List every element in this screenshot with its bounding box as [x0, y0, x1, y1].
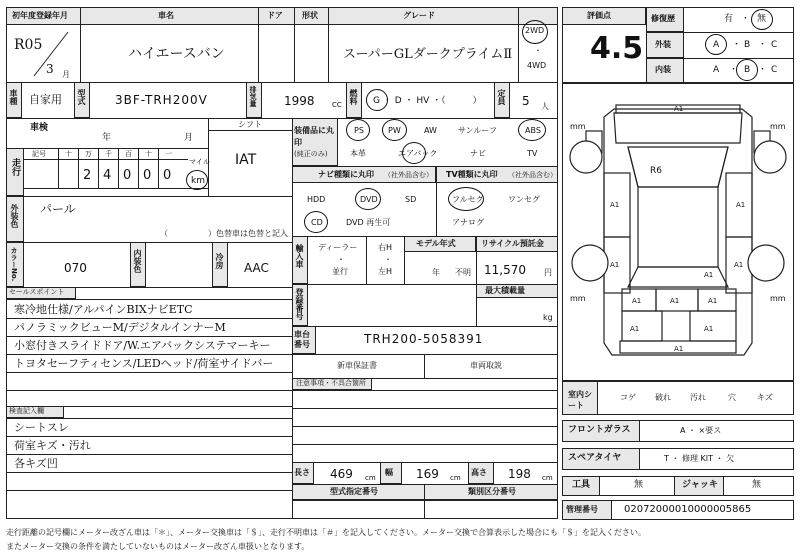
mark-rear-a: A1 — [632, 297, 642, 305]
navi-cd: CD — [311, 218, 323, 227]
car-diagram — [562, 83, 794, 381]
roof — [638, 187, 718, 267]
exterior-b: B — [744, 40, 751, 50]
tv-oneseg: ワンセグ — [508, 195, 540, 204]
mark-roof: A1 — [704, 271, 714, 279]
type-designation-label: 型式指定番号 — [330, 487, 378, 496]
inspector-note-2: 荷室キズ・汚れ — [14, 439, 91, 452]
tools-value: 無 — [634, 480, 644, 490]
exterior-label: 外装 — [655, 40, 671, 49]
jack-label: ジャッキ — [682, 480, 718, 490]
selling-point-1: 寒冷地仕様/アルパインBIXナビETC — [14, 303, 193, 316]
mm-rear-left: mm — [570, 294, 586, 303]
navi-hdd: HDD — [307, 195, 326, 204]
drive-dot: ・ — [534, 46, 542, 55]
inspector-note-1: シートスレ — [14, 421, 69, 434]
odometer-divider — [158, 148, 159, 188]
tv-sublabel: （社外品含む） — [508, 171, 557, 179]
seat-burn: コゲ — [620, 393, 636, 402]
tv-label: TV種類に丸印 — [446, 170, 498, 179]
color-note: （ ）色替車は色替と記入 — [160, 229, 288, 238]
odometer-unit-label: 十 — [65, 150, 72, 158]
tv-fullseg: フルセグ — [452, 195, 484, 204]
inspection-label: 車検 — [30, 123, 49, 133]
windshield-label: フロントガラス — [568, 425, 631, 435]
width-unit: cm — [450, 474, 461, 482]
navi-sd: SD — [405, 195, 417, 204]
displacement-label: 排気量 — [249, 86, 257, 107]
import-label: 輸入車 — [295, 244, 304, 268]
mark-left-mid: A1 — [610, 261, 620, 269]
registration-year: R05 — [14, 37, 43, 53]
equip-pw-circle — [382, 119, 407, 141]
capacity-label: 定員 — [497, 89, 506, 105]
model-year-unknown: 不明 — [455, 268, 471, 277]
vehicle-manual: 車両取説 — [470, 361, 502, 370]
notes-label: 注意事項・不具合箇所 — [296, 379, 366, 387]
color-no-value: 070 — [64, 261, 87, 275]
navi-dvd: DVD — [360, 195, 378, 204]
equip-pw: PW — [388, 126, 401, 135]
length-label: 長さ — [294, 468, 310, 477]
navi-label: ナビ種類に丸印 — [318, 170, 374, 179]
fuel-label: 燃料 — [349, 89, 358, 105]
navi-dvd-circle — [355, 188, 381, 210]
mark-right-rear: A1 — [704, 325, 714, 333]
windshield-value: A ・ ×要ス — [680, 426, 722, 435]
odometer-divider — [118, 148, 119, 188]
mark-right-mid: A1 — [734, 261, 744, 269]
chassis-label: 車台番号 — [294, 330, 310, 349]
management-value: 02072000010000005865 — [624, 504, 752, 515]
exterior-c: C — [771, 40, 778, 50]
rear-lower-left — [622, 311, 662, 341]
model-year-year: 年 — [432, 268, 440, 277]
equip-abs-circle — [518, 119, 546, 141]
windshield — [628, 147, 728, 187]
inspection-year: 年 — [102, 133, 112, 143]
grade-label: グレード — [403, 11, 435, 20]
repair-label: 修復歴 — [651, 14, 675, 23]
equip-airbag: エアバック — [398, 149, 438, 158]
car-name: ハイエースバン — [128, 46, 225, 62]
color-no-label: カラーNo. — [10, 247, 18, 282]
interior-label: 内装 — [655, 65, 671, 74]
mark-rear-bumper: A1 — [674, 345, 684, 353]
ac-value: AAC — [244, 261, 269, 275]
interior-b-circle — [736, 59, 758, 81]
odometer-divider — [78, 148, 79, 188]
wheel-rear-left — [572, 245, 608, 281]
seat-scratch: キズ — [757, 393, 773, 402]
score-label: 評価点 — [587, 11, 611, 20]
km-label: km — [191, 176, 205, 186]
odometer-divider — [98, 148, 99, 188]
odometer-unit-label: 万 — [85, 150, 92, 158]
selling-point-3: 小窓付きスライドドア/W.エアバックシステマーキー — [14, 339, 271, 352]
equip-sunroof: サンルーフ — [458, 126, 497, 135]
navi-cd-circle — [304, 211, 328, 233]
odometer-digit: 0 — [163, 168, 172, 183]
mark-rear-b: A1 — [670, 297, 680, 305]
mile-label: マイル — [189, 158, 210, 166]
mark-windshield: R6 — [650, 166, 662, 176]
grade-value: スーパーGLダークプライムⅡ — [343, 47, 513, 62]
wheel-front-left — [570, 141, 602, 173]
navi-dvd-play: DVD 再生可 — [346, 218, 391, 227]
repair-dot: ・ — [741, 14, 751, 24]
mark-front-bumper: A1 — [674, 105, 684, 113]
interior-c: C — [771, 65, 778, 75]
registration-month: 3 — [46, 62, 54, 76]
interior-dot: ・ — [729, 65, 739, 75]
registration-label: 登録番号 — [295, 288, 304, 320]
tv-analog: アナログ — [452, 218, 484, 227]
chassis-value: TRH200-5058391 — [364, 332, 484, 346]
seat-hole: 穴 — [728, 393, 736, 402]
odometer-divider — [138, 148, 139, 188]
recycle-value: 11,570 — [484, 263, 526, 277]
width-label: 幅 — [385, 468, 393, 477]
repair-no: 無 — [757, 14, 767, 24]
management-label: 管理番号 — [566, 505, 598, 514]
usage-value: 自家用 — [29, 93, 62, 106]
drive-2wd-circle — [522, 20, 548, 44]
max-load-kg: kg — [543, 313, 553, 322]
length-value: 469 — [330, 467, 353, 481]
month-unit: 月 — [62, 70, 70, 79]
selling-point-2: パノラミックビューM/デジタルインナーM — [14, 321, 226, 334]
equipment-label: 装備品に丸印 — [294, 126, 334, 147]
selling-points-label: セールスポイント — [9, 288, 65, 296]
inspector-notes-label: 検査記入欄 — [9, 407, 44, 415]
class-number-label: 類別区分番号 — [468, 487, 516, 496]
car-body-outline — [604, 109, 752, 355]
interior-a: A — [713, 65, 720, 75]
height-unit: cm — [542, 474, 553, 482]
odometer-unit-label: 百 — [125, 150, 132, 158]
shift-value: IAT — [235, 152, 257, 168]
inspection-month: 月 — [184, 133, 194, 143]
equip-aw: AW — [424, 126, 437, 135]
equip-airbag-circle — [402, 142, 426, 164]
mark-left-rear: A1 — [630, 325, 640, 333]
equip-tv: TV — [527, 149, 538, 158]
equip-leather: 本革 — [350, 149, 366, 158]
car-name-label: 車名 — [158, 11, 174, 20]
seat-tear: 破れ — [655, 393, 671, 402]
new-car-warranty: 新車保証書 — [337, 361, 377, 370]
capacity-unit: 人 — [541, 102, 549, 111]
interior-b: B — [744, 65, 751, 75]
capacity-value: 5 — [522, 94, 530, 108]
model-label: 型式 — [77, 89, 86, 105]
equip-navi: ナビ — [470, 149, 486, 158]
exterior-dot: ・ — [732, 40, 742, 50]
width-value: 169 — [416, 467, 439, 481]
navi-sublabel: （社外品含む） — [384, 171, 433, 179]
spare-tire-value: T ・ 修理 KIT ・ 欠 — [664, 454, 735, 463]
km-circle — [186, 170, 208, 190]
recycle-unit: 円 — [544, 268, 552, 277]
displacement-value: 1998 — [284, 94, 315, 108]
equip-ps-circle — [346, 119, 370, 141]
footer-note-2: またメーター交換の条件を満たしていないものはメーター改ざん車扱いとなります。 — [6, 542, 310, 551]
import-dot: ・ — [337, 255, 345, 264]
mark-rear-c: A1 — [708, 297, 718, 305]
repair-no-circle — [751, 9, 773, 30]
shift-label: シフト — [238, 120, 262, 129]
mm-front-left: mm — [570, 122, 586, 131]
mark-left-front: A1 — [610, 201, 620, 209]
color-label: 外装色 — [10, 204, 19, 228]
wheel-front-right — [754, 141, 786, 173]
import-parallel: 並行 — [332, 267, 348, 276]
inspector-note-3: 各キズ凹 — [14, 457, 58, 470]
repair-yes: 有 — [724, 14, 734, 24]
drive-2wd: 2WD — [525, 26, 545, 35]
odometer-digit: 0 — [123, 168, 132, 183]
interior-seat-label: 室内シート — [568, 390, 592, 410]
fuel-options: G ・ D ・ HV ・（ ） — [373, 96, 482, 106]
year-label: 初年度登録年月 — [12, 11, 68, 20]
shape-label: 形状 — [302, 11, 318, 20]
equip-abs: ABS — [525, 126, 541, 135]
odometer-digit: 0 — [143, 168, 152, 183]
recycle-label: リサイクル預託金 — [481, 239, 544, 248]
model-year-label: モデル年式 — [416, 239, 456, 248]
import-dot-2: ・ — [384, 255, 392, 264]
interior-color-label: 内装色 — [133, 249, 142, 273]
odometer-unit-label: 十 — [145, 150, 152, 158]
type-label: 車種 — [9, 89, 18, 105]
tv-fullseg-circle — [448, 187, 484, 211]
score-value: 4.5 — [590, 31, 644, 66]
exterior-dot-2: ・ — [758, 40, 768, 50]
max-load-label: 最大積載量 — [485, 286, 525, 295]
exterior-a-circle — [705, 34, 727, 55]
import-left-h: 左H — [378, 267, 393, 276]
ac-label: 冷房 — [215, 253, 224, 269]
mark-right-front: A1 — [736, 201, 746, 209]
color-value: パール — [40, 202, 76, 216]
fuel-g-circle — [366, 89, 388, 111]
cc-unit: CC — [332, 101, 342, 109]
jack-value: 無 — [752, 480, 762, 490]
mileage-mark-label: 記号 — [32, 150, 46, 158]
mm-front-right: mm — [770, 122, 786, 131]
wheel-rear-right — [748, 245, 784, 281]
import-dealer: ディーラー — [318, 243, 358, 252]
tools-label: 工具 — [572, 480, 591, 490]
interior-dot-2: ・ — [758, 65, 768, 75]
odometer-unit-label: 千 — [105, 150, 112, 158]
equip-ps: PS — [354, 126, 364, 135]
spare-tire-label: スペアタイヤ — [568, 453, 622, 463]
door-label: ドア — [267, 11, 283, 20]
seat-stain: 汚れ — [690, 393, 706, 402]
equipment-sublabel: (純正のみ) — [294, 150, 328, 158]
length-unit: cm — [365, 474, 376, 482]
mm-rear-right: mm — [770, 294, 786, 303]
import-right-h: 右H — [378, 243, 393, 252]
footer-note-1: 走行距離の記号欄にメーター改ざん車は「＊」、メーター交換車は「＄」、走行不明車は「＃」を記入してください。メーター交換で合算表示した場合にも「＄」を記入ください。 — [6, 528, 646, 537]
odometer-digit: 2 — [83, 168, 92, 183]
mileage-label: 走行 — [10, 158, 20, 176]
front-section — [614, 113, 742, 143]
odometer-unit-label: 一 — [165, 150, 172, 158]
selling-point-4: トヨタセーフティセンス/LEDヘッド/荷室サイドバー — [14, 357, 274, 370]
height-value: 198 — [508, 467, 531, 481]
drive-4wd: 4WD — [527, 61, 547, 70]
model-value: 3BF-TRH200V — [115, 93, 208, 107]
odometer-digit: 4 — [103, 168, 112, 183]
height-label: 高さ — [471, 468, 487, 477]
exterior-a: A — [713, 40, 720, 50]
